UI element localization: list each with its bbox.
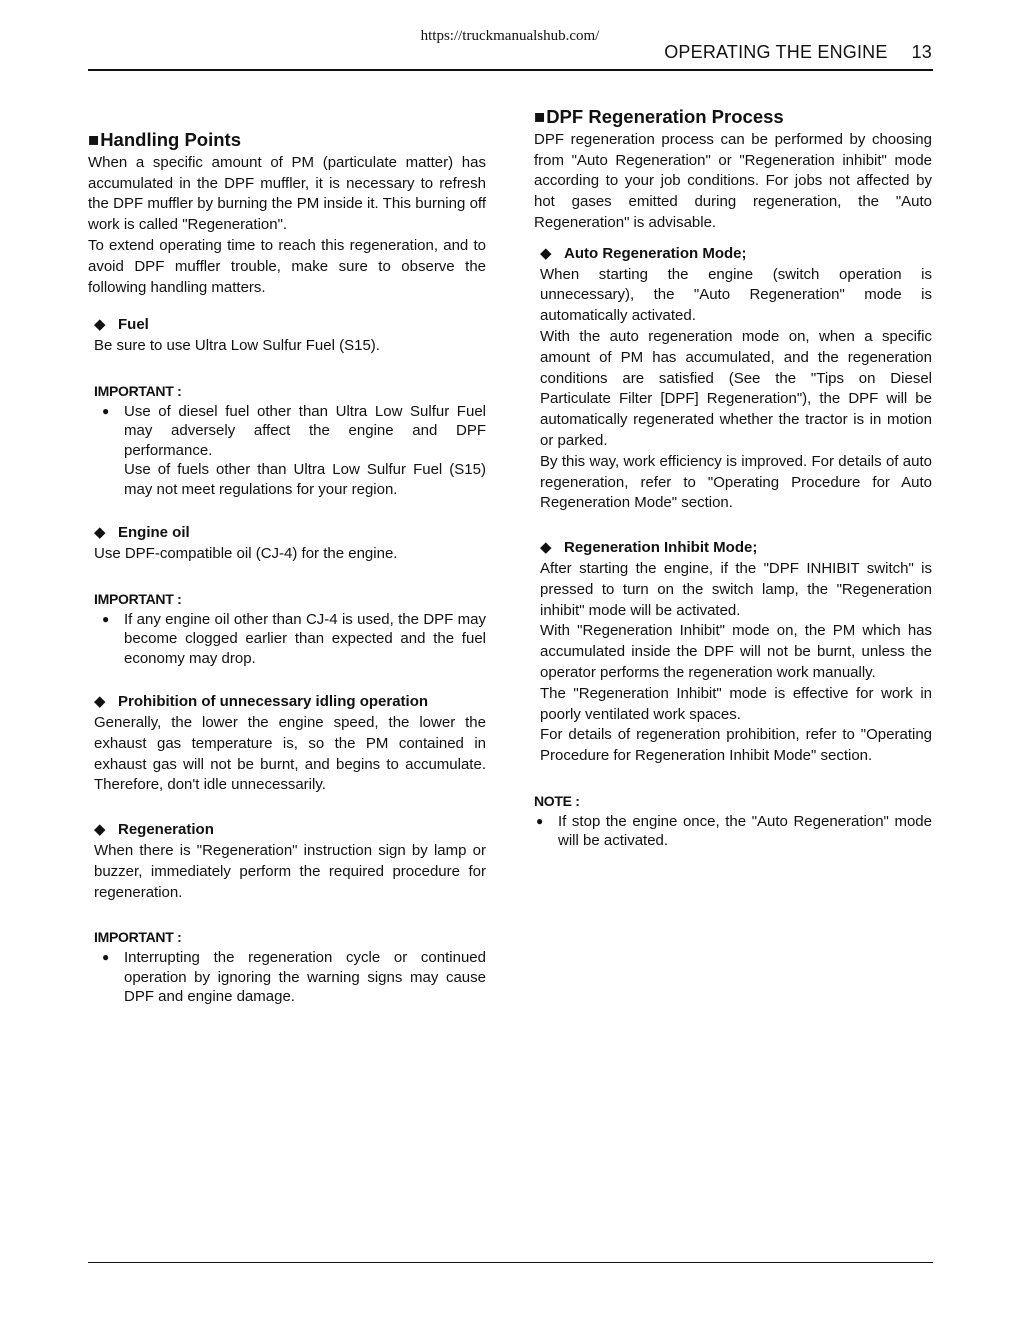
engine-oil-subheading <box>94 523 486 544</box>
intro-paragraph-2: To extend operating time to reach this regeneration, and to avoid DPF muffler trouble, make sure to observe the following handling matters. <box>88 236 486 296</box>
bullet-text: Use of diesel fuel other than Ultra Low Sulfur Fuel may adversely affect the engine and DPF performance. <box>124 402 486 459</box>
inhibit-paragraph-2: With "Regeneration Inhibit" mode on, the PM which has accumulated inside the DPF will not be burnt, unless the operator performs the regeneration work manually. <box>540 622 932 681</box>
inhibit-paragraph-1: After starting the engine, if the "DPF INHIBIT switch" is pressed to turn on the switch lamp, the "Regeneration inhibit" mode will be activated. <box>540 559 932 619</box>
diamond-icon: ◆ <box>540 539 552 557</box>
note-label: NOTE : <box>534 792 580 809</box>
subheading-text: Prohibition of unnecessary idling operation <box>118 693 429 711</box>
subheading-text: Regeneration <box>118 821 214 839</box>
bullet-continuation <box>94 460 486 499</box>
bullet-text: Use of fuels other than Ultra Low Sulfur Fuel (S15) may not meet regulations for your region. <box>124 461 486 498</box>
idling-text: Generally, the lower the engine speed, the lower the exhaust gas temperature is, so the PM contained in exhaust gas will not be burnt, and begins to accumulate. Therefore, don't idle unnecessarily. <box>94 713 486 794</box>
subheading-text: Regeneration Inhibit Mode; <box>564 539 758 557</box>
bullet-item <box>94 948 486 1007</box>
subheading-text: Engine oil <box>118 524 190 542</box>
left-column <box>88 130 486 1007</box>
bullet-text: If any engine oil other than CJ-4 is used, the DPF may become clogged earlier than expected and the fuel economy may drop. <box>124 610 486 667</box>
fuel-subheading <box>94 315 486 336</box>
bullet-item <box>94 610 486 669</box>
footer-rule <box>88 1262 933 1263</box>
auto-regeneration-subheading <box>540 244 932 265</box>
bullet-text: If stop the engine once, the "Auto Regeneration" mode will be activated. <box>558 812 932 850</box>
page-number: 13 <box>911 42 932 62</box>
auto-paragraph-1: When starting the engine (switch operation is unnecessary), the "Auto Regeneration" mode is automatically activated. <box>540 265 932 325</box>
dpf-regeneration-heading <box>534 107 932 128</box>
subheading-text: Auto Regeneration Mode; <box>564 244 747 262</box>
regeneration-text: When there is "Regeneration" instruction sign by lamp or buzzer, immediately perform the required procedure for regeneration. <box>94 841 486 901</box>
bullet-icon: ● <box>536 813 544 828</box>
handling-points-heading <box>88 130 486 151</box>
important-label: IMPORTANT : <box>94 929 182 946</box>
diamond-icon: ◆ <box>540 244 552 262</box>
note-bullet <box>534 812 932 851</box>
diamond-icon: ◆ <box>94 821 106 839</box>
intro-paragraph-1: When a specific amount of PM (particulate matter) has accumulated in the DPF muffler, it is necessary to refresh the DPF muffler by burning the PM inside it. This burning off work is called "Regeneration". <box>88 153 486 234</box>
inhibit-paragraph-3: The "Regeneration Inhibit" mode is effective for work in poorly ventilated work spaces. <box>540 684 932 723</box>
bullet-icon: ● <box>102 403 110 418</box>
regeneration-subheading <box>94 820 486 841</box>
bullet-item <box>94 402 486 461</box>
bullet-icon: ● <box>102 950 110 965</box>
idling-subheading <box>94 692 486 713</box>
bullet-icon: ● <box>102 611 110 626</box>
source-url: https://truckmanualshub.com/ <box>420 28 600 44</box>
important-label: IMPORTANT : <box>94 382 182 399</box>
diamond-icon: ◆ <box>94 524 106 542</box>
diamond-icon: ◆ <box>94 316 106 334</box>
heading-text: DPF Regeneration Process <box>546 106 784 127</box>
subheading-text: Fuel <box>118 316 149 334</box>
auto-paragraph-2: With the auto regeneration mode on, when a specific amount of PM has accumulated, and the regeneration conditions are satisfied (See the "Tips on Diesel Particulate Filter [DPF] Regeneration"), the DPF will be automatically regenerated whether the tractor is in motion or parked. <box>540 327 932 449</box>
engine-oil-text: Use DPF-compatible oil (CJ-4) for the engine. <box>94 545 398 563</box>
bullet-text: Interrupting the regeneration cycle or continued operation by ignoring the warning signs may cause DPF and engine damage. <box>124 949 486 1006</box>
inhibit-paragraph-4: For details of regeneration prohibition, refer to "Operating Procedure for Regeneration Inhibit Mode" section. <box>540 726 932 765</box>
square-icon: ■ <box>88 129 100 150</box>
right-column <box>534 107 932 851</box>
fuel-text: Be sure to use Ultra Low Sulfur Fuel (S15). <box>94 337 380 355</box>
square-icon: ■ <box>534 106 546 127</box>
inhibit-subheading <box>540 538 932 559</box>
header-rule <box>88 69 933 71</box>
diamond-icon: ◆ <box>94 693 106 711</box>
important-label: IMPORTANT : <box>94 590 182 607</box>
section-title: OPERATING THE ENGINE <box>664 42 888 62</box>
running-header <box>664 42 932 63</box>
heading-text: Handling Points <box>100 129 241 150</box>
dpf-intro: DPF regeneration process can be performed by choosing from "Auto Regeneration" or "Regeneration inhibit" mode according to your job conditions. For jobs not affected by hot gases emitted during regeneration, the "Auto Regeneration" is advisable. <box>534 130 932 231</box>
auto-paragraph-3: By this way, work efficiency is improved. For details of auto regeneration, refer to "Operating Procedure for Auto Regeneration Mode" section. <box>540 452 932 512</box>
